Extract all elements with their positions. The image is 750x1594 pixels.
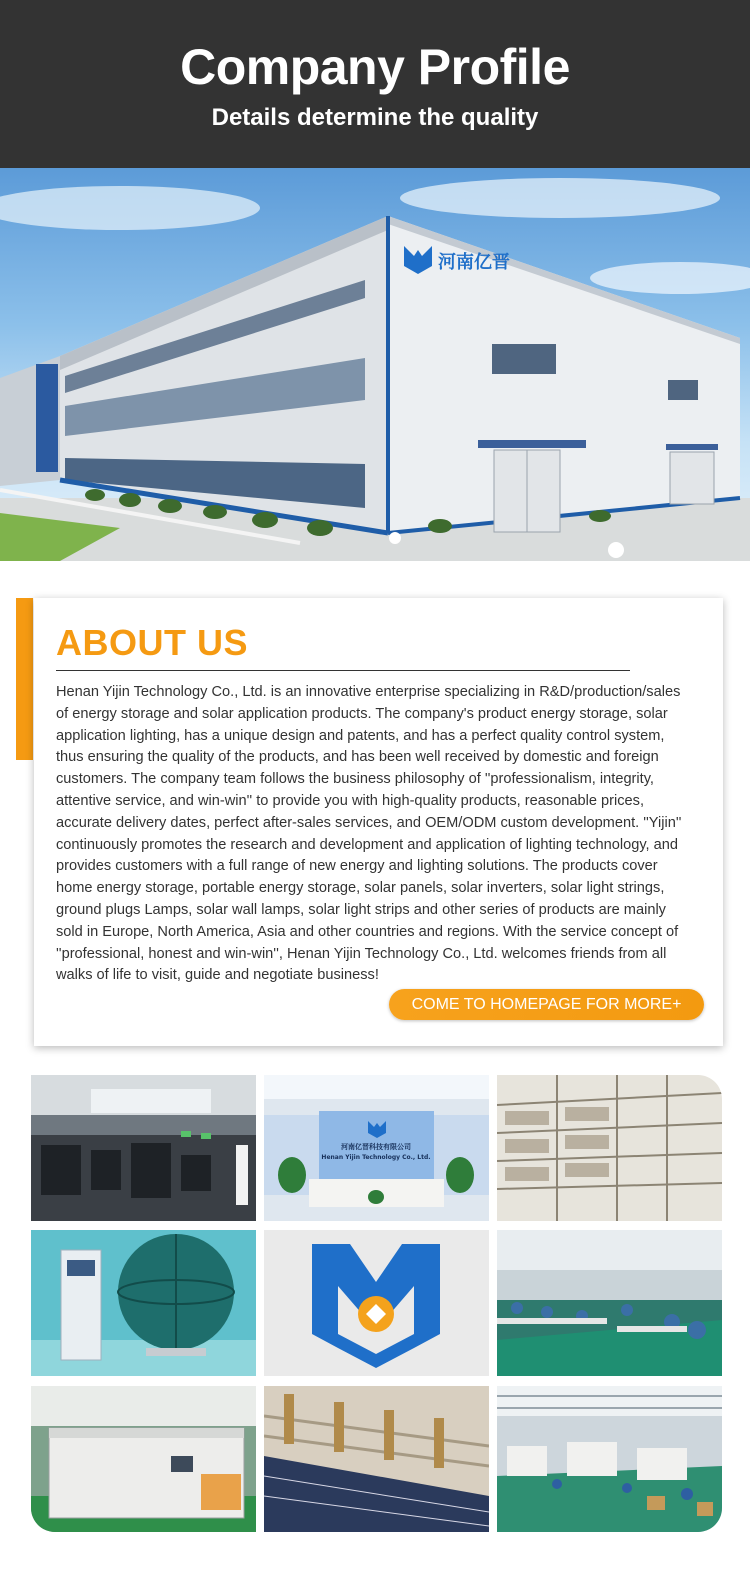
about-body: Henan Yijin Technology Co., Ltd. is an innovative enterprise specializing in R&D/production/sales of energy storage and solar application products. The company's product energy storage, solar application lighting, has a unique design and patents, and has a perfect quality control system, thus ensuring the quality of the products, and has been well received by domestic and foreign customers. The company team follows the business philosophy of ''professionalism, integrity, attentive service, and win-win'' to provide you with high-quality products, reasonable prices, accurate delivery dates, perfect after-sales services, and OEM/ODM custom development. ''Yijin'' continuously promotes the research and development and application of lighting technology, and provides customers with a full range of new energy and lighting solutions. The products cover home energy storage, portable energy storage, solar panels, solar inverters, solar light strings, ground plugs Lamps, solar wall lamps, solar light strips and other series of products are mainly sold in Europe, North America, Asia and other countries and regions. With the service concept of ''professional, honest and win-win'', Henan Yijin Technology Co., Ltd. welcomes friends from all walks of life to visit, guide and negotiate business! [56,684,682,984]
aging-rack-photo [497,1075,722,1221]
reception-photo [264,1075,489,1221]
production-floor-photo [497,1386,722,1532]
about-divider [56,670,630,671]
page-subtitle: Details determine the quality [211,104,539,131]
reception-sign-cn: 河南亿晋科技有限公司 [341,1143,411,1151]
page-title: Company Profile [180,39,570,95]
factory-illustration [0,168,750,561]
homepage-button[interactable]: COME TO HOMEPAGE FOR MORE+ [389,989,704,1020]
photo-gallery [31,1075,722,1532]
factory-photo [0,168,750,561]
assembly-workshop-photo [497,1230,722,1376]
stringer-machine-photo [264,1386,489,1532]
company-logo-icon [264,1230,489,1376]
reception-sign-en: Henan Yijin Technology Co., Ltd. [321,1154,431,1161]
company-logo-tile [264,1230,489,1376]
factory-sign: 河南亿晋 [438,252,510,273]
about-title: ABOUT US [56,622,248,663]
about-card [34,598,723,1046]
integrating-sphere-photo [31,1230,256,1376]
office-photo [31,1075,256,1221]
about-accent-bar [16,598,33,760]
page-header [0,0,750,168]
laminator-photo [31,1386,256,1532]
